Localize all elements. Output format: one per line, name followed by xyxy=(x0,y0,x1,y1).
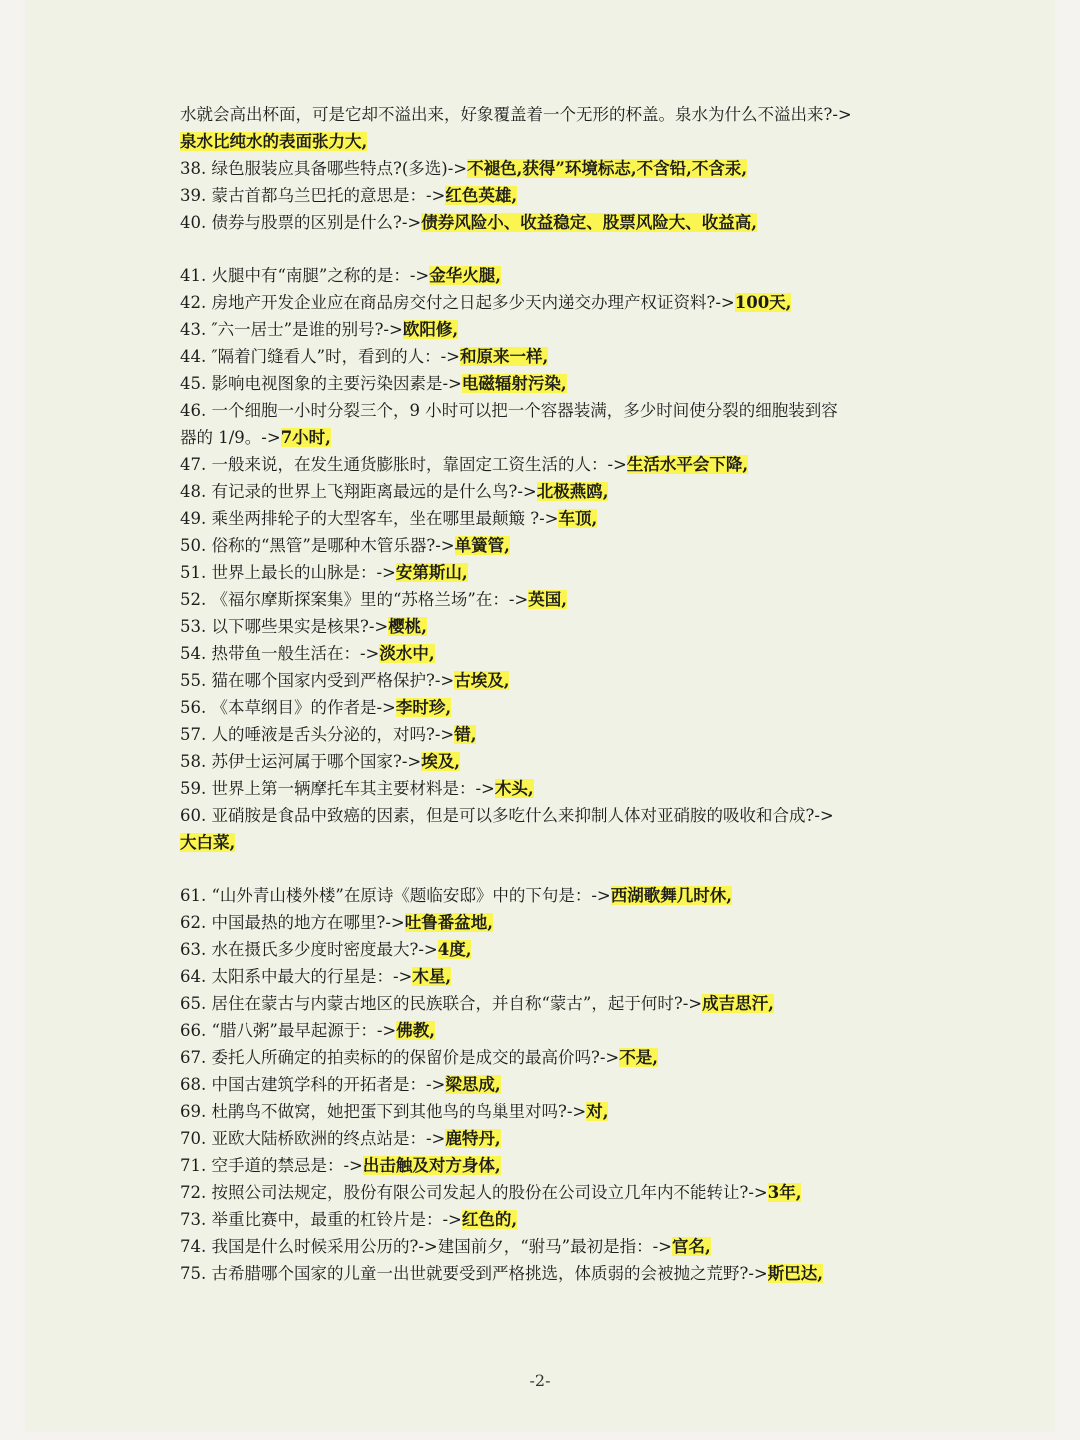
answer-highlight: 单簧管, xyxy=(454,536,510,555)
quiz-line xyxy=(180,397,910,424)
question-text: 62. 中国最热的地方在哪里?-> xyxy=(180,913,405,932)
question-text: 65. 居住在蒙古与内蒙古地区的民族联合，并自称“蒙古”，起于何时?-> xyxy=(180,994,703,1013)
quiz-line xyxy=(180,909,910,936)
question-text: 60. 亚硝胺是食品中致癌的因素，但是可以多吃什么来抑制人体对亚硝胺的吸收和合成?-> xyxy=(180,806,834,825)
question-text: 52. 《福尔摩斯探案集》里的“苏格兰场”在：-> xyxy=(180,590,529,609)
answer-highlight: 木星, xyxy=(412,967,452,986)
answer-highlight: 佛教, xyxy=(396,1021,436,1040)
quiz-line xyxy=(180,1044,910,1071)
quiz-line xyxy=(180,667,910,694)
answer-highlight: 安第斯山, xyxy=(395,563,468,582)
quiz-line xyxy=(180,128,910,155)
question-text: 38. 绿色服装应具备哪些特点?(多选)-> xyxy=(180,159,468,178)
question-text: 56. 《本草纲目》的作者是-> xyxy=(180,698,396,717)
quiz-line xyxy=(180,478,910,505)
question-text: 59. 世界上第一辆摩托车其主要材料是：-> xyxy=(180,779,495,798)
question-text: 55. 猫在哪个国家内受到严格保护?-> xyxy=(180,671,455,690)
quiz-line xyxy=(180,775,910,802)
answer-highlight: 出击触及对方身体, xyxy=(362,1156,501,1175)
question-text: 47. 一般来说，在发生通货膨胀时，靠固定工资生活的人：-> xyxy=(180,455,627,474)
question-text: 51. 世界上最长的山脉是：-> xyxy=(180,563,396,582)
quiz-line xyxy=(180,1071,910,1098)
quiz-line xyxy=(180,1179,910,1206)
quiz-line xyxy=(180,1206,910,1233)
answer-highlight: 对, xyxy=(586,1102,609,1121)
quiz-line xyxy=(180,424,910,451)
answer-highlight: 3年, xyxy=(767,1183,802,1202)
question-text: 39. 蒙古首都乌兰巴托的意思是：-> xyxy=(180,186,446,205)
question-text: 49. 乘坐两排轮子的大型客车，坐在哪里最颠簸 ?-> xyxy=(180,509,559,528)
question-text: 68. 中国古建筑学科的开拓者是：-> xyxy=(180,1075,446,1094)
quiz-line xyxy=(180,182,910,209)
answer-highlight: 大白菜, xyxy=(180,833,236,852)
quiz-line xyxy=(180,370,910,397)
question-text: 水就会高出杯面，可是它却不溢出来，好象覆盖着一个无形的杯盖。泉水为什么不溢出来?-> xyxy=(180,105,852,124)
question-text: 器的 1/9。-> xyxy=(180,428,281,447)
quiz-line xyxy=(180,963,910,990)
quiz-line xyxy=(180,586,910,613)
quiz-line xyxy=(180,101,910,128)
quiz-line xyxy=(180,1152,910,1179)
question-text: 64. 太阳系中最大的行星是：-> xyxy=(180,967,413,986)
document-page xyxy=(25,0,1055,1432)
quiz-line xyxy=(180,748,910,775)
answer-highlight: 李时珍, xyxy=(395,698,452,717)
answer-highlight: 西湖歌舞几时休, xyxy=(610,886,733,905)
answer-highlight: 樱桃, xyxy=(388,617,427,636)
answer-highlight: 和原来一样, xyxy=(459,347,549,366)
quiz-line xyxy=(180,1098,910,1125)
question-text: 75. 古希腊哪个国家的儿童一出世就要受到严格挑选，体质弱的会被抛之荒野?-> xyxy=(180,1264,768,1283)
answer-highlight: 100天, xyxy=(734,293,792,312)
answer-highlight: 官名, xyxy=(672,1237,711,1256)
question-text: 44. ″隔着门缝看人”时，看到的人：-> xyxy=(180,347,460,366)
question-text: 54. 热带鱼一般生活在：-> xyxy=(180,644,380,663)
quiz-line xyxy=(180,882,910,909)
quiz-line xyxy=(180,209,910,236)
answer-highlight: 车顶, xyxy=(558,509,598,528)
answer-highlight: 梁思成, xyxy=(445,1075,501,1094)
answer-highlight: 不是, xyxy=(619,1048,658,1067)
quiz-line xyxy=(180,1260,910,1287)
question-text: 42. 房地产开发企业应在商品房交付之日起多少天内递交办理产权证资料?-> xyxy=(180,293,735,312)
question-text: 48. 有记录的世界上飞翔距离最远的是什么鸟?-> xyxy=(180,482,537,501)
quiz-line xyxy=(180,262,910,289)
quiz-line xyxy=(180,694,910,721)
quiz-line xyxy=(180,936,910,963)
quiz-line xyxy=(180,316,910,343)
question-text: 57. 人的唾液是舌头分泌的，对吗?-> xyxy=(180,725,455,744)
quiz-line xyxy=(180,721,910,748)
answer-highlight: 埃及, xyxy=(421,752,460,771)
section-gap xyxy=(180,236,910,262)
question-text: 45. 影响电视图象的主要污染因素是-> xyxy=(180,374,462,393)
answer-highlight: 成吉思汗, xyxy=(702,994,774,1013)
answer-highlight: 电磁辐射污染, xyxy=(461,374,567,393)
quiz-line xyxy=(180,532,910,559)
question-text: 58. 苏伊士运河属于哪个国家?-> xyxy=(180,752,422,771)
question-text: 71. 空手道的禁忌是：-> xyxy=(180,1156,363,1175)
question-text: 67. 委托人所确定的拍卖标的的保留价是成交的最高价吗?-> xyxy=(180,1048,620,1067)
question-text: 46. 一个细胞一小时分裂三个，9 小时可以把一个容器装满，多少时间使分裂的细胞装到容 xyxy=(180,401,838,420)
question-text: 69. 杜鹃鸟不做窝，她把蛋下到其他鸟的鸟巢里对吗?-> xyxy=(180,1102,587,1121)
question-text: 70. 亚欧大陆桥欧洲的终点站是：-> xyxy=(180,1129,446,1148)
answer-highlight: 4度, xyxy=(437,940,472,959)
answer-highlight: 欧阳修, xyxy=(402,320,459,339)
question-text: 63. 水在摄氏多少度时密度最大?-> xyxy=(180,940,438,959)
question-text: 66. “腊八粥”最早起源于：-> xyxy=(180,1021,397,1040)
question-text: 74. 我国是什么时候采用公历的?->建国前夕，“驸马”最初是指：-> xyxy=(180,1237,673,1256)
answer-highlight: 金华火腿, xyxy=(429,266,502,285)
answer-highlight: 鹿特丹, xyxy=(445,1129,501,1148)
answer-highlight: 7小时, xyxy=(280,428,331,447)
quiz-line xyxy=(180,343,910,370)
quiz-line xyxy=(180,829,910,856)
question-text: 40. 债券与股票的区别是什么?-> xyxy=(180,213,422,232)
answer-highlight: 古埃及, xyxy=(454,671,510,690)
question-text: 53. 以下哪些果实是核果?-> xyxy=(180,617,389,636)
quiz-line xyxy=(180,451,910,478)
answer-highlight: 淡水中, xyxy=(379,644,435,663)
quiz-line xyxy=(180,559,910,586)
page-number: -2- xyxy=(529,1371,551,1390)
quiz-line xyxy=(180,613,910,640)
quiz-line xyxy=(180,505,910,532)
answer-highlight: 泉水比纯水的表面张力大, xyxy=(180,132,368,151)
answer-highlight: 吐鲁番盆地, xyxy=(404,913,493,932)
answer-highlight: 错, xyxy=(454,725,477,744)
question-text: 50. 俗称的“黑管”是哪种木管乐器?-> xyxy=(180,536,455,555)
answer-highlight: 北极燕鸥, xyxy=(536,482,609,501)
quiz-line xyxy=(180,990,910,1017)
answer-highlight: 红色英雄, xyxy=(445,186,518,205)
answer-highlight: 英国, xyxy=(528,590,568,609)
question-text: 43. ″六一居士”是谁的别号?-> xyxy=(180,320,403,339)
quiz-line xyxy=(180,802,910,829)
question-text: 41. 火腿中有“南腿”之称的是：-> xyxy=(180,266,430,285)
answer-highlight: 生活水平会下降, xyxy=(626,455,749,474)
quiz-line xyxy=(180,1233,910,1260)
quiz-content xyxy=(180,101,910,1287)
question-text: 61. “山外青山楼外楼”在原诗《题临安邸》中的下句是：-> xyxy=(180,886,611,905)
answer-highlight: 红色的, xyxy=(461,1210,518,1229)
answer-highlight: 斯巴达, xyxy=(767,1264,823,1283)
quiz-line xyxy=(180,1017,910,1044)
quiz-line xyxy=(180,1125,910,1152)
question-text: 72. 按照公司法规定，股份有限公司发起人的股份在公司设立几年内不能转让?-> xyxy=(180,1183,768,1202)
quiz-line xyxy=(180,640,910,667)
question-text: 73. 举重比赛中，最重的杠铃片是：-> xyxy=(180,1210,462,1229)
quiz-line xyxy=(180,289,910,316)
answer-highlight: 不褪色,获得”环境标志,不含铅,不含汞, xyxy=(467,159,748,178)
section-gap xyxy=(180,856,910,882)
answer-highlight: 木头, xyxy=(494,779,534,798)
quiz-line xyxy=(180,155,910,182)
answer-highlight: 债券风险小、收益稳定、股票风险大、收益高, xyxy=(421,213,757,232)
